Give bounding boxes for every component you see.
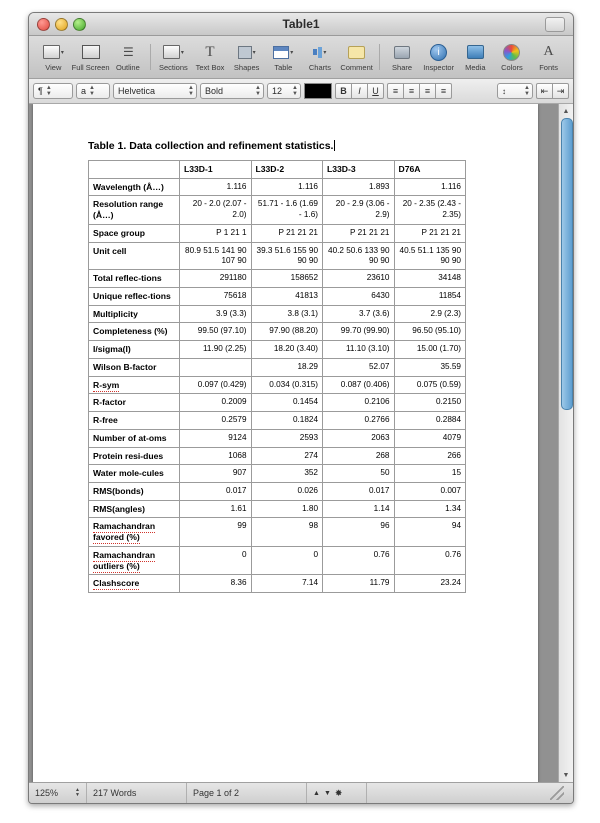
table-row[interactable] (89, 429, 466, 447)
table-row[interactable] (89, 546, 466, 574)
text-style-buttons (335, 83, 384, 99)
textbox-icon: T (205, 43, 215, 60)
align-center-icon[interactable]: ≡ (403, 83, 420, 99)
document-area (29, 104, 573, 782)
row-value: 0.2150 (394, 394, 466, 412)
toolbar-label-colors: Colors (501, 63, 523, 72)
align-right-icon[interactable]: ≡ (419, 83, 436, 99)
table-row[interactable] (89, 287, 466, 305)
row-value: 1.893 (323, 178, 395, 196)
row-value (180, 358, 252, 376)
row-label (89, 546, 180, 574)
row-value: 1.116 (180, 178, 252, 196)
row-value: 94 (394, 518, 466, 546)
table-row[interactable] (89, 341, 466, 359)
toolbar-label-shapes: Shapes (233, 63, 260, 72)
zoom-control[interactable] (29, 783, 87, 803)
document-page[interactable] (33, 104, 538, 782)
row-value: 0.017 (323, 482, 395, 500)
row-value: 0.034 (0.315) (251, 376, 323, 394)
scroll-up-icon[interactable]: ▲ (562, 107, 570, 115)
paragraph-style-select[interactable]: ¶ ▲ ▼ (33, 83, 73, 99)
row-label: Wilson B-factor (89, 358, 180, 376)
charts-icon: ▾ (313, 42, 326, 62)
row-label: Wavelength (Å…) (89, 178, 180, 196)
row-value: 97.90 (88.20) (251, 323, 323, 341)
resize-grip-icon[interactable] (550, 786, 564, 800)
outline-icon: ☰ (123, 45, 133, 59)
row-label: Number of at-oms (89, 429, 180, 447)
table-header-cell-3: L33D-3 (323, 161, 395, 179)
underline-button[interactable]: U (367, 83, 384, 99)
toolbar-label-outline: Outline (116, 63, 140, 72)
inspector-icon: i (430, 42, 447, 62)
row-value: 75618 (180, 287, 252, 305)
toolbar-item-text-box[interactable] (192, 42, 229, 72)
row-value: 3.7 (3.6) (323, 305, 395, 323)
row-value: 20 - 2.9 (3.06 - 2.9) (323, 196, 395, 224)
row-value: 96.50 (95.10) (394, 323, 466, 341)
italic-button[interactable]: I (351, 83, 368, 99)
status-bar (29, 782, 573, 803)
row-label: Completeness (%) (89, 323, 180, 341)
row-value: 907 (180, 465, 252, 483)
row-value: 0.2009 (180, 394, 252, 412)
table-header-row (89, 161, 466, 179)
row-value: 98 (251, 518, 323, 546)
misspelled-text: Ramachandran favored (%) (93, 521, 156, 543)
list-style-value: a (81, 86, 87, 96)
row-value: 0.76 (394, 546, 466, 574)
zoom-value: 125% (35, 788, 59, 798)
toolbar-label-comment: Comment (340, 63, 373, 72)
row-value: 99.70 (99.90) (323, 323, 395, 341)
misspelled-text: Ramachandran outliers (%) (93, 549, 156, 571)
row-value: 34148 (394, 270, 466, 288)
row-label (89, 575, 180, 593)
table-row[interactable] (89, 518, 466, 546)
toolbar-item-view[interactable] (35, 42, 72, 72)
row-value: 2.9 (2.3) (394, 305, 466, 323)
font-family-select[interactable]: Helvetica ▲ ▼ (113, 83, 197, 99)
zoom-stepper-icon[interactable]: ▲ ▼ (75, 787, 80, 798)
minimize-button[interactable] (55, 18, 68, 31)
row-label: Unit cell (89, 242, 180, 270)
misspelled-text: Clashscore (93, 578, 140, 589)
sections-icon: ▾ (163, 42, 184, 62)
row-value: 0.76 (323, 546, 395, 574)
row-value: 40.2 50.6 133 90 90 90 (323, 242, 395, 270)
list-style-select[interactable]: a ▲ ▼ (76, 83, 110, 99)
toolbar-label-full-screen: Full Screen (71, 63, 110, 72)
row-label: Protein resi-dues (89, 447, 180, 465)
row-value: 23.24 (394, 575, 466, 593)
table-row[interactable] (89, 305, 466, 323)
document-content (33, 104, 538, 593)
toolbar-item-colors[interactable] (494, 42, 531, 72)
page-down-icon[interactable]: ▼ (323, 789, 331, 797)
row-value: 0.075 (0.59) (394, 376, 466, 394)
row-value: 158652 (251, 270, 323, 288)
table-header-cell-0 (89, 161, 180, 179)
scroll-down-icon[interactable]: ▼ (562, 771, 570, 779)
fullscreen-icon (82, 42, 100, 62)
row-value: 1.80 (251, 500, 323, 518)
row-value: 0.2579 (180, 412, 252, 430)
table-body (89, 178, 466, 592)
row-label: R-factor (89, 394, 180, 412)
toolbar-item-media[interactable] (457, 42, 494, 72)
table-caption (88, 140, 498, 152)
page-nav-controls[interactable] (307, 783, 367, 803)
row-label: Resolution range (Å…) (89, 196, 180, 224)
row-value: 1.61 (180, 500, 252, 518)
row-value: 0.1824 (251, 412, 323, 430)
statistics-table[interactable] (88, 160, 466, 593)
table-header-cell-2: L33D-2 (251, 161, 323, 179)
row-value: 1.116 (394, 178, 466, 196)
close-button[interactable] (37, 18, 50, 31)
toolbar-label-sections: Sections (158, 63, 188, 72)
row-value: 15.00 (1.70) (394, 341, 466, 359)
table-row[interactable] (89, 224, 466, 242)
row-value: 291180 (180, 270, 252, 288)
vertical-scrollbar[interactable] (558, 104, 573, 782)
table-row[interactable] (89, 412, 466, 430)
comment-icon (348, 42, 365, 62)
inset-decrease-icon[interactable]: ⇤ (536, 83, 553, 99)
text-cursor (334, 140, 335, 151)
toolbar-item-full-screen[interactable] (72, 42, 110, 72)
row-label (89, 376, 180, 394)
row-value: 1.34 (394, 500, 466, 518)
row-label: Water mole-cules (89, 465, 180, 483)
align-justify-icon[interactable]: ≡ (435, 83, 452, 99)
main-toolbar (29, 36, 573, 79)
row-value: 0.2106 (323, 394, 395, 412)
table-icon: ▾ (273, 42, 293, 62)
row-label: Multiplicity (89, 305, 180, 323)
row-value: 99.50 (97.10) (180, 323, 252, 341)
row-value: 50 (323, 465, 395, 483)
row-value: 11.10 (3.10) (323, 341, 395, 359)
row-value: 0.097 (0.429) (180, 376, 252, 394)
row-value: 3.9 (3.3) (180, 305, 252, 323)
paragraph-style-value: ¶ (38, 86, 43, 96)
row-value: 11.90 (2.25) (180, 341, 252, 359)
toolbar-item-inspector[interactable] (420, 42, 457, 72)
row-value: 51.71 - 1.6 (1.69 - 1.6) (251, 196, 323, 224)
document-window (28, 12, 574, 804)
toolbar-item-comment[interactable] (338, 42, 375, 72)
row-value: 2063 (323, 429, 395, 447)
row-value: 4079 (394, 429, 466, 447)
table-row[interactable] (89, 447, 466, 465)
toolbar-label-inspector: Inspector (423, 63, 455, 72)
window-title: Table1 (282, 17, 320, 31)
row-value: 0.087 (0.406) (323, 376, 395, 394)
window-controls (37, 18, 86, 31)
row-value: 1.14 (323, 500, 395, 518)
row-value: P 21 21 21 (323, 224, 395, 242)
table-row[interactable] (89, 465, 466, 483)
font-style-select[interactable]: Bold ▲ ▼ (200, 83, 264, 99)
share-icon (394, 42, 410, 62)
word-count: 217 Words (87, 783, 187, 803)
row-value: 41813 (251, 287, 323, 305)
row-value: 0.017 (180, 482, 252, 500)
colors-icon (503, 42, 520, 62)
row-value: 0.026 (251, 482, 323, 500)
text-color-swatch[interactable] (304, 83, 332, 99)
row-label: Space group (89, 224, 180, 242)
row-value: 99 (180, 518, 252, 546)
row-value: P 21 21 21 (251, 224, 323, 242)
window-titlebar (29, 13, 573, 36)
media-icon (467, 42, 484, 62)
table-row[interactable] (89, 196, 466, 224)
row-value: 352 (251, 465, 323, 483)
alignment-buttons (387, 83, 452, 99)
misspelled-text: R-sym (93, 379, 120, 390)
font-family-value: Helvetica (118, 86, 156, 96)
font-size-value: 12 (272, 86, 283, 96)
shapes-icon: ▾ (238, 42, 256, 62)
row-label: RMS(bonds) (89, 482, 180, 500)
row-value: 8.36 (180, 575, 252, 593)
row-value: 0.2884 (394, 412, 466, 430)
row-label: Unique reflec-tions (89, 287, 180, 305)
toolbar-label-charts: Charts (308, 63, 331, 72)
toolbar-label-fonts: Fonts (539, 63, 558, 72)
toolbar-item-charts[interactable] (302, 42, 339, 72)
table-row[interactable] (89, 178, 466, 196)
toolbar-label-text-box: Text Box (195, 63, 225, 72)
row-value: 18.29 (251, 358, 323, 376)
row-label: R-free (89, 412, 180, 430)
row-value: 274 (251, 447, 323, 465)
format-bar (29, 79, 573, 104)
font-size-select[interactable]: 12 ▲ ▼ (267, 83, 301, 99)
font-style-value: Bold (205, 86, 224, 96)
row-value: 35.59 (394, 358, 466, 376)
row-value: 20 - 2.35 (2.43 - 2.35) (394, 196, 466, 224)
row-value: 18.20 (3.40) (251, 341, 323, 359)
row-label (89, 518, 180, 546)
row-value: 15 (394, 465, 466, 483)
view-icon: ▾ (43, 42, 64, 62)
toolbar-item-sections[interactable] (155, 42, 192, 72)
row-value: 9124 (180, 429, 252, 447)
row-label: Total reflec-tions (89, 270, 180, 288)
toolbar-divider (150, 44, 151, 70)
row-value: 0 (180, 546, 252, 574)
page-up-icon[interactable]: ▲ (313, 789, 320, 797)
toolbar-item-shapes[interactable] (228, 42, 265, 72)
line-spacing-select[interactable]: ↕ ▲ ▼ (497, 83, 533, 99)
toolbar-label-share: Share (392, 63, 413, 72)
inset-increase-icon[interactable]: ⇥ (552, 83, 569, 99)
row-value: 1.116 (251, 178, 323, 196)
table-row[interactable] (89, 242, 466, 270)
table-row[interactable] (89, 376, 466, 394)
scrollbar-thumb[interactable] (561, 118, 573, 410)
row-value: 96 (323, 518, 395, 546)
row-value: P 21 21 21 (394, 224, 466, 242)
row-value: 11.79 (323, 575, 395, 593)
toolbar-item-share[interactable] (384, 42, 421, 72)
status-bar-filler (367, 783, 573, 803)
row-value: 20 - 2.0 (2.07 - 2.0) (180, 196, 252, 224)
table-row[interactable] (89, 358, 466, 376)
row-value: 52.07 (323, 358, 395, 376)
toolbar-item-fonts[interactable] (530, 42, 567, 72)
row-value: 268 (323, 447, 395, 465)
row-label: I/sigma(I) (89, 341, 180, 359)
table-row[interactable] (89, 482, 466, 500)
row-value: 7.14 (251, 575, 323, 593)
toolbar-label-view: View (45, 63, 62, 72)
row-label: RMS(angles) (89, 500, 180, 518)
table-row[interactable] (89, 500, 466, 518)
table-row[interactable] (89, 575, 466, 593)
page-scroll-region (29, 104, 558, 782)
row-value: 0.007 (394, 482, 466, 500)
row-value: 3.8 (3.1) (251, 305, 323, 323)
page-settings-icon[interactable]: ✸ (334, 787, 343, 798)
table-caption-text: Table 1. Data collection and refinement statistics. (88, 140, 334, 152)
fonts-icon: A (543, 44, 554, 59)
row-value: 0 (251, 546, 323, 574)
row-value: 0.2766 (323, 412, 395, 430)
row-value: 2593 (251, 429, 323, 447)
table-row[interactable] (89, 394, 466, 412)
zoom-button[interactable] (73, 18, 86, 31)
toolbar-label-media: Media (465, 63, 486, 72)
toolbar-label-table: Table (274, 63, 293, 72)
row-value: 23610 (323, 270, 395, 288)
toolbar-item-outline[interactable] (110, 42, 147, 72)
align-left-icon[interactable]: ≡ (387, 83, 404, 99)
row-value: 266 (394, 447, 466, 465)
row-value: 0.1454 (251, 394, 323, 412)
table-header-cell-1: L33D-1 (180, 161, 252, 179)
page-indicator: Page 1 of 2 (187, 783, 307, 803)
row-value: 80.9 51.5 141 90 107 90 (180, 242, 252, 270)
toolbar-divider-2 (379, 44, 380, 70)
inset-buttons (536, 83, 569, 99)
table-row[interactable] (89, 270, 466, 288)
row-value: 11854 (394, 287, 466, 305)
row-value: 39.3 51.6 155 90 90 90 (251, 242, 323, 270)
toolbar-item-table[interactable] (265, 42, 302, 72)
toolbar-toggle-button[interactable] (545, 17, 565, 32)
table-header-cell-4: D76A (394, 161, 466, 179)
row-value: 40.5 51.1 135 90 90 90 (394, 242, 466, 270)
row-value: 1068 (180, 447, 252, 465)
row-value: 6430 (323, 287, 395, 305)
row-value: P 1 21 1 (180, 224, 252, 242)
table-row[interactable] (89, 323, 466, 341)
bold-button[interactable]: B (335, 83, 352, 99)
